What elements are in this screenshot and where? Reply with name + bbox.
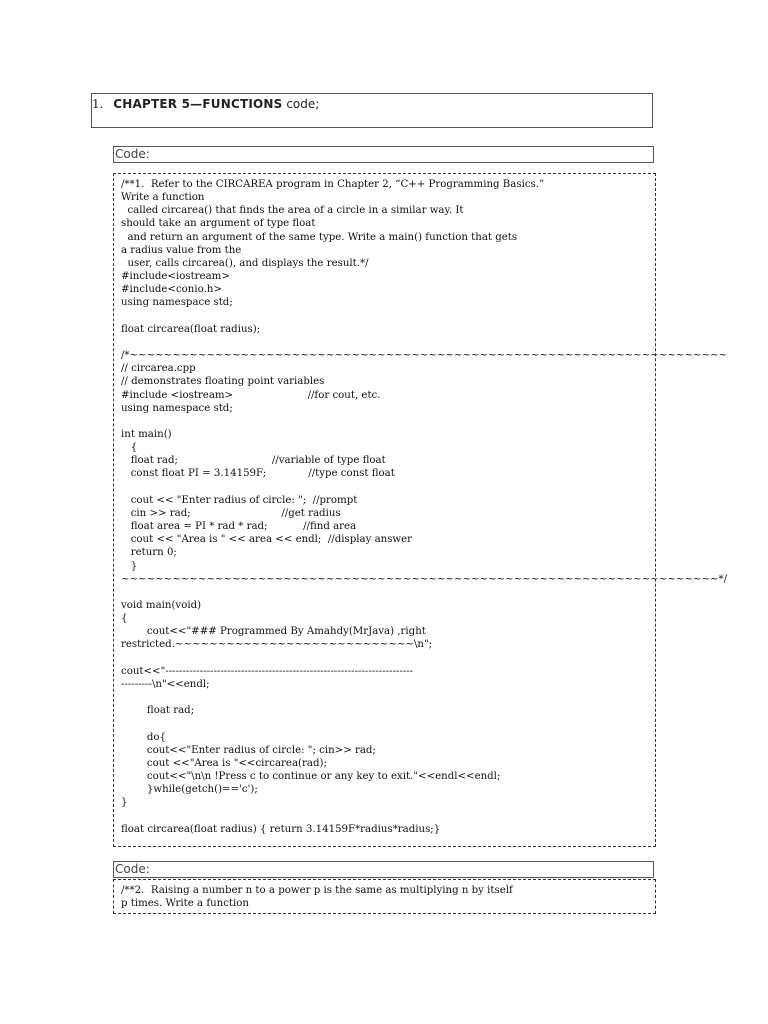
chapter-number: 1. (92, 97, 104, 111)
chapter-suffix: code; (286, 97, 320, 111)
code-block-1 (113, 173, 728, 847)
code-block-2 (113, 879, 656, 914)
chapter-heading (91, 93, 653, 128)
code-label-2: Code: (113, 861, 654, 878)
code-label-1: Code: (113, 146, 654, 163)
chapter-title: CHAPTER 5—FUNCTIONS (113, 97, 283, 111)
code-text-1: /**1. Refer to the CIRCAREA program in Chapter 2, “C++ Programming Basics.” Write a function called circarea() that finds the area of a circle in a similar way. It should take an argument of type float and return an argument of the same type. Write a main() function that gets a radius value from the user, calls circarea(), and displays the result.*/ #include<iostream> #include<conio.h> using namespace std; float circarea(float radius); /*~~~~~~~~~~~~~~~~~~~~~~~~~~~~~~~~~~~~~~~~~~~~~~~~~~~~~~~~~~~~~~~~~~~~~~ // circarea.cpp // demonstrates floating point variables #include <iostream> //for cout, etc. using namespace std; int main() { float rad; //variable of type float const float PI = 3.14159F; //type const float cout << "Enter radius of circle: "; //prompt cin >> rad; //get radius float area = PI * rad * rad; //find area cout << "Area is " << area << endl; //display answer return 0; } ~~~~~~~~~~~~~~~~~~~~~~~~~~~~~~~~~~~~~~~~~~~~~~~~~~~~~~~~~~~~~~~~~~~~~~*/ void main(void) { cout<<"### Programmed By Amahdy(MrJava) ,right restricted.~~~~~~~~~~~~~~~~~~~~~~~~~~~~\n"; cout<<"------------------------------------------------------------------------ ---------\n"<<endl; float rad; do{ cout<<"Enter radius of circle: "; cin>> rad; cout <<"Area is "<<circarea(rad); cout<<"\n\n !Press c to continue or any key to exit."<<endl<<endl; }while(getch()=='c'); } float circarea(float radius) { return 3.14159F*radius*radius;} (121, 179, 728, 835)
code-text-2: /**2. Raising a number n to a power p is the same as multiplying n by itself p times. Write a function (121, 885, 513, 910)
